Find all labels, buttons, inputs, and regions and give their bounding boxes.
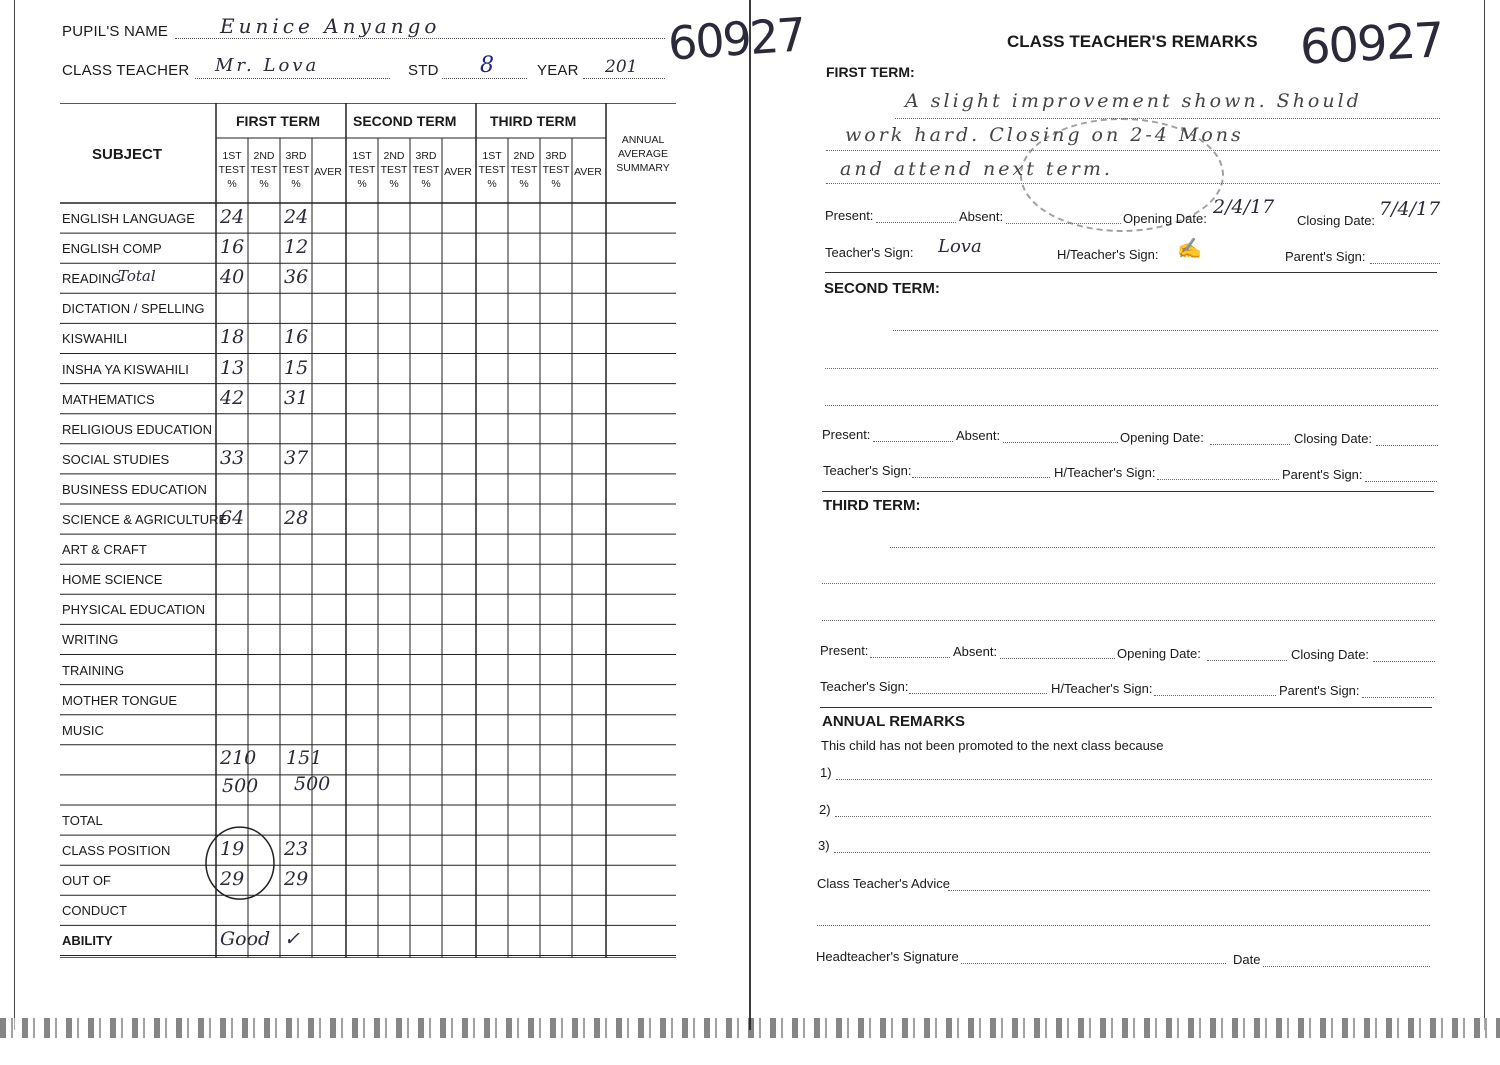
second-head-sign-line xyxy=(1157,479,1279,480)
first-head-sign-label: H/Teacher's Sign: xyxy=(1057,247,1159,262)
score-value: 37 xyxy=(284,446,309,469)
headteacher-signature-line xyxy=(961,963,1226,964)
third-closing-line xyxy=(1373,661,1435,662)
score-value: 36 xyxy=(284,266,309,289)
row-label: ABILITY xyxy=(62,933,113,949)
std-value: 8 xyxy=(480,53,494,78)
row-label: DICTATION / SPELLING xyxy=(62,301,205,317)
row-label: ENGLISH LANGUAGE xyxy=(62,211,195,226)
second-parent-sign-label: Parent's Sign: xyxy=(1282,467,1363,482)
score-value: 16 xyxy=(284,326,309,349)
score-value: 40 xyxy=(220,266,245,289)
sub-column-header: 1ST TEST % xyxy=(218,150,246,190)
third-term-divider xyxy=(820,707,1432,708)
third-teacher-sign-line xyxy=(909,693,1047,694)
row-label: BUSINESS EDUCATION xyxy=(62,481,207,497)
score-value: 23 xyxy=(284,838,309,861)
first-absent-label: Absent: xyxy=(959,209,1004,224)
first-absent-line xyxy=(1006,223,1121,224)
second-closing-label: Closing Date: xyxy=(1294,431,1373,446)
score-value: 28 xyxy=(284,507,309,529)
row-label: HOME SCIENCE xyxy=(62,572,163,588)
third-head-sign-line xyxy=(1154,695,1276,696)
total-first-test: 210 xyxy=(220,746,257,769)
first-parent-sign-label: Parent's Sign: xyxy=(1285,249,1366,264)
record-number-left: 60927 xyxy=(666,7,807,71)
sub-column-header: 1ST TEST % xyxy=(478,150,506,190)
score-value: 16 xyxy=(220,236,245,259)
score-value: 24 xyxy=(220,206,245,228)
row-label: ENGLISH COMP xyxy=(62,241,162,257)
headteacher-signature-label: Headteacher's Signature xyxy=(816,949,959,964)
score-value: 13 xyxy=(220,356,245,379)
second-opening-label: Opening Date: xyxy=(1120,430,1204,445)
class-teacher-advice-line-2 xyxy=(817,925,1430,926)
first-opening-label: Opening Date: xyxy=(1123,211,1207,226)
third-term-line-2 xyxy=(822,583,1435,584)
first-term-remark-2: work hard. Closing on 2-4 Mons xyxy=(845,124,1244,146)
third-absent-label: Absent: xyxy=(953,644,998,659)
sub-column-header: 3RD TEST % xyxy=(282,150,310,190)
third-parent-sign-label: Parent's Sign: xyxy=(1279,683,1360,698)
third-absent-line xyxy=(1000,658,1115,659)
third-head-sign-label: H/Teacher's Sign: xyxy=(1051,681,1153,696)
annual-remarks-title: ANNUAL REMARKS xyxy=(822,713,966,730)
third-opening-label: Opening Date: xyxy=(1117,646,1201,661)
second-teacher-sign-line xyxy=(912,477,1050,478)
score-value: 31 xyxy=(284,386,309,409)
first-present-line xyxy=(876,222,956,223)
row-label: MUSIC xyxy=(62,722,104,738)
second-term-line-1 xyxy=(893,330,1438,331)
third-present-label: Present: xyxy=(820,643,869,658)
year-value: 201 xyxy=(605,57,638,77)
annual-item-2-label: 2) xyxy=(819,802,831,817)
first-present-label: Present: xyxy=(825,208,874,223)
row-label: WRITING xyxy=(62,632,119,648)
second-head-sign-label: H/Teacher's Sign: xyxy=(1054,465,1156,480)
row-label: SCIENCE & AGRICULTURE xyxy=(62,512,228,527)
second-term-line-3 xyxy=(825,405,1438,406)
score-value: 29 xyxy=(284,868,309,891)
row-label: MATHEMATICS xyxy=(62,391,155,407)
class-teacher-line xyxy=(195,78,390,79)
subject-header: SUBJECT xyxy=(92,146,163,163)
first-term-remark-1: A slight improvement shown. Should xyxy=(905,90,1362,112)
row-note: Total xyxy=(118,267,156,286)
sub-column-header: 2ND TEST % xyxy=(510,150,538,190)
second-closing-line xyxy=(1376,445,1438,446)
score-value: 15 xyxy=(284,356,309,379)
first-term-header: FIRST TERM xyxy=(236,113,320,129)
score-value: 12 xyxy=(284,236,309,259)
third-parent-sign-line xyxy=(1362,697,1434,698)
score-value: 19 xyxy=(220,838,245,861)
score-value: ✓ xyxy=(284,928,300,951)
page-edge-right xyxy=(1484,0,1485,1030)
page-edge-left xyxy=(14,0,15,1030)
row-label: ART & CRAFT xyxy=(62,542,147,558)
row-label: TOTAL xyxy=(62,813,103,828)
row-label: MOTHER TONGUE xyxy=(62,692,178,708)
first-term-line-1 xyxy=(895,118,1440,119)
score-value: 33 xyxy=(220,446,245,469)
row-label: KISWAHILI xyxy=(62,331,128,347)
annual-remarks-text: This child has not been promoted to the next class because xyxy=(821,738,1164,753)
second-present-label: Present: xyxy=(822,427,871,442)
score-value: 64 xyxy=(220,507,245,529)
second-opening-line xyxy=(1210,444,1290,445)
sub-column-header: 3RD TEST % xyxy=(542,150,570,190)
score-value: 29 xyxy=(220,868,245,891)
sub-column-header: 2ND TEST % xyxy=(380,150,408,190)
scan-artifact-strip xyxy=(0,1018,1500,1038)
second-term-line-2 xyxy=(825,368,1438,369)
second-teacher-sign-label: Teacher's Sign: xyxy=(823,463,912,478)
year-label: YEAR xyxy=(537,62,579,79)
third-closing-label: Closing Date: xyxy=(1291,647,1370,662)
second-absent-line xyxy=(1003,442,1118,443)
third-term-line-3 xyxy=(822,620,1435,621)
first-teacher-sign-value: Lova xyxy=(938,236,982,257)
first-parent-sign-line xyxy=(1370,263,1440,264)
first-closing-label: Closing Date: xyxy=(1297,213,1376,228)
third-opening-line xyxy=(1207,660,1287,661)
annual-item-1-line xyxy=(836,779,1432,780)
score-value: 42 xyxy=(220,386,245,409)
annual-average-header: ANNUAL AVERAGE SUMMARY xyxy=(616,134,670,174)
first-term-remark-3: and attend next term. xyxy=(840,158,1113,180)
sub-column-header: AVER xyxy=(444,166,472,178)
score-value: 24 xyxy=(284,206,309,228)
row-label: SOCIAL STUDIES xyxy=(62,451,170,467)
row-label: TRAINING xyxy=(62,662,125,678)
pupil-name-label: PUPIL'S NAME xyxy=(62,23,169,40)
total-first-max: 500 xyxy=(222,774,259,797)
first-term-divider xyxy=(825,272,1437,273)
pupil-name-value: Eunice Anyango xyxy=(220,14,441,38)
class-teacher-label: CLASS TEACHER xyxy=(62,62,190,79)
annual-item-1-label: 1) xyxy=(820,765,832,780)
third-present-line xyxy=(870,657,950,658)
row-label: OUT OF xyxy=(62,873,111,889)
third-teacher-sign-label: Teacher's Sign: xyxy=(820,679,909,694)
class-teacher-value: Mr. Lova xyxy=(215,55,320,76)
annual-item-3-line xyxy=(834,852,1430,853)
row-label: RELIGIOUS EDUCATION xyxy=(62,421,213,437)
second-term-divider xyxy=(822,491,1434,492)
third-term-header: THIRD TERM xyxy=(490,113,577,129)
pupil-name-line xyxy=(175,38,665,39)
first-teacher-sign-label: Teacher's Sign: xyxy=(825,245,914,260)
score-value: Good xyxy=(220,928,271,951)
third-term-title: THIRD TERM: xyxy=(823,497,921,514)
std-label: STD xyxy=(408,62,439,79)
total-third-max: 500 xyxy=(294,772,331,795)
row-label: READING xyxy=(62,271,122,287)
row-label: PHYSICAL EDUCATION xyxy=(62,602,206,618)
class-teacher-advice-label: Class Teacher's Advice xyxy=(817,876,951,891)
grade-table xyxy=(60,103,676,958)
sub-column-header: AVER xyxy=(314,166,342,178)
first-closing-value: 7/4/17 xyxy=(1379,198,1441,220)
row-label: CONDUCT xyxy=(62,903,127,919)
sub-column-header: 2ND TEST % xyxy=(250,150,278,190)
second-present-line xyxy=(873,441,953,442)
score-value: 18 xyxy=(220,326,245,349)
std-line xyxy=(442,78,527,79)
first-term-title: FIRST TERM: xyxy=(826,64,915,80)
year-line xyxy=(583,78,665,79)
annual-item-3-label: 3) xyxy=(818,838,830,853)
second-term-title: SECOND TERM: xyxy=(824,280,940,297)
annual-item-2-line xyxy=(835,816,1431,817)
second-term-header: SECOND TERM xyxy=(353,113,457,129)
remarks-title: CLASS TEACHER'S REMARKS xyxy=(1007,32,1258,51)
date-line xyxy=(1263,966,1430,967)
sub-column-header: 3RD TEST % xyxy=(412,150,440,190)
third-term-line-1 xyxy=(890,547,1435,548)
second-absent-label: Absent: xyxy=(956,428,1001,443)
row-label: CLASS POSITION xyxy=(62,843,171,859)
date-label: Date xyxy=(1233,952,1261,967)
head-signature-mark: ✍ xyxy=(1177,238,1202,260)
page-fold xyxy=(749,0,751,1030)
total-third-test: 151 xyxy=(286,746,323,769)
class-teacher-advice-line-1 xyxy=(948,890,1430,891)
row-label: INSHA YA KISWAHILI xyxy=(62,361,189,377)
record-number-right: 60927 xyxy=(1298,12,1445,76)
sub-column-header: 1ST TEST % xyxy=(348,150,376,190)
second-parent-sign-line xyxy=(1365,481,1437,482)
first-opening-value: 2/4/17 xyxy=(1213,196,1275,218)
sub-column-header: AVER xyxy=(574,166,602,178)
